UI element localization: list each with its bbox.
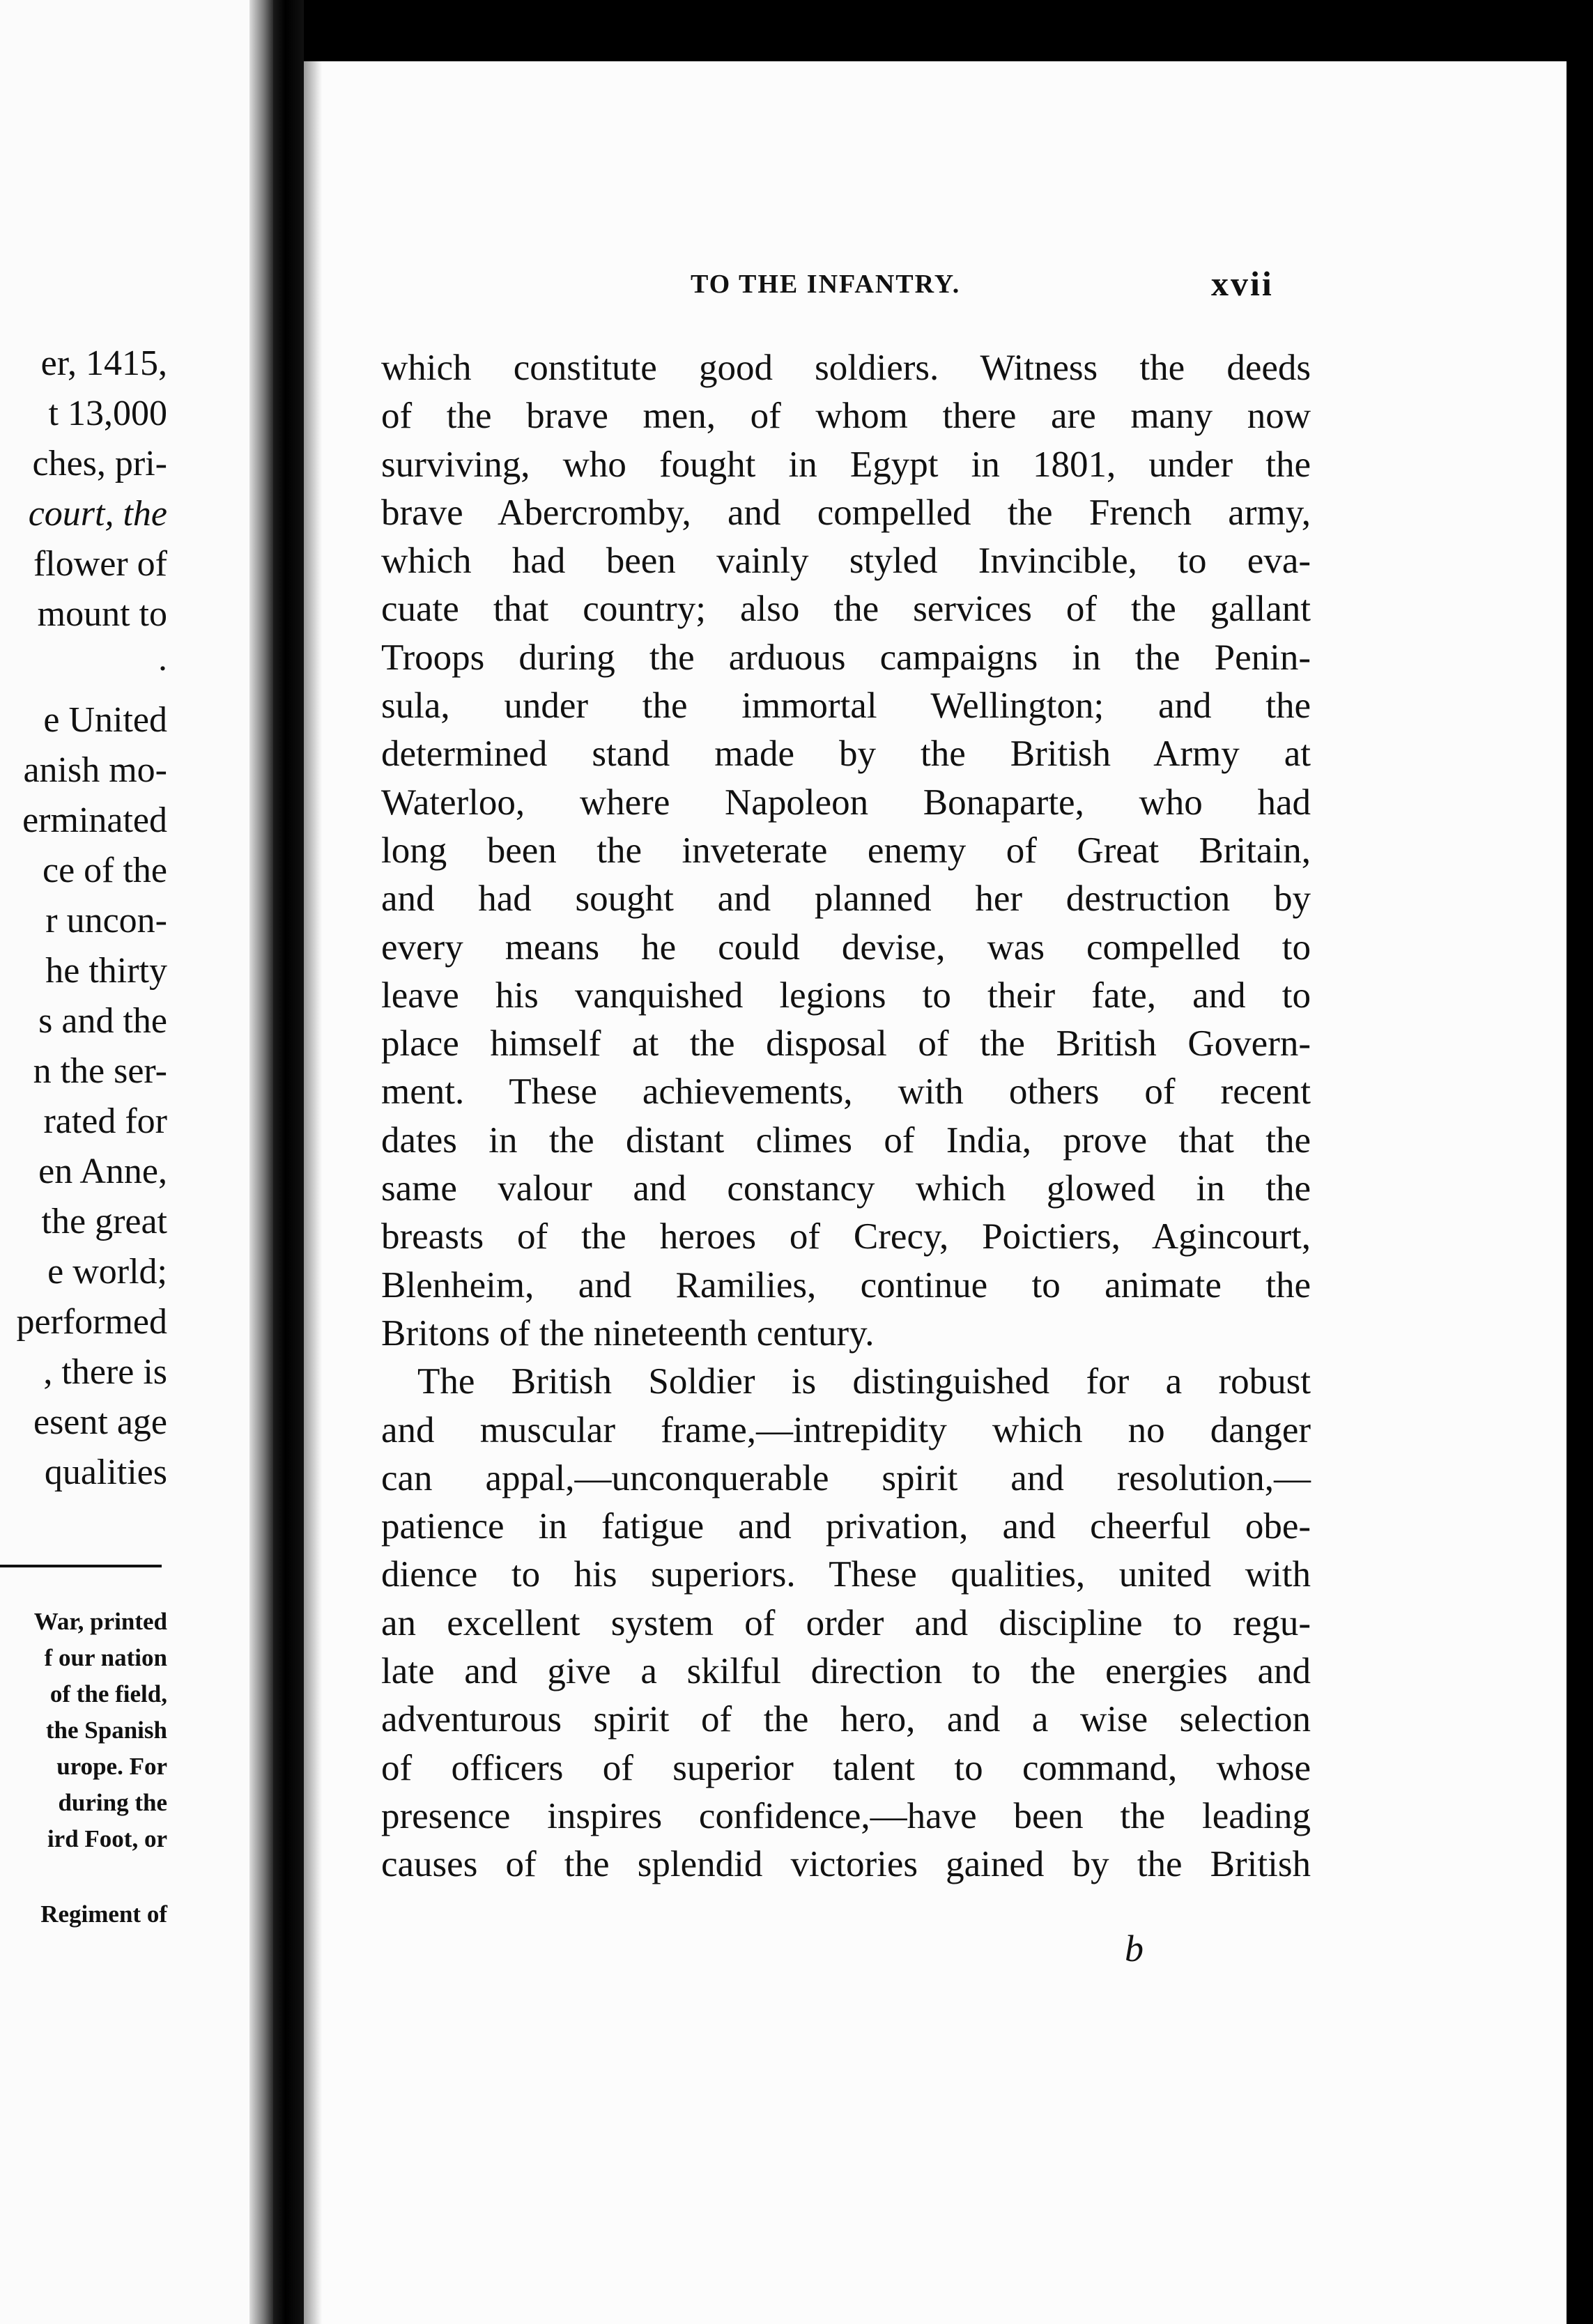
left-page-line: e United — [43, 700, 167, 740]
text-line: an excellent system of order and discipline to regu- — [381, 1602, 1311, 1643]
text-line: determined stand made by the British Army at — [381, 734, 1311, 775]
text-line: breasts of the heroes of Crecy, Poictiers, Agincourt, — [381, 1216, 1311, 1257]
signature-mark: b — [1125, 1928, 1144, 1969]
text-line: of the brave men, of whom there are many now — [381, 396, 1311, 437]
text-line: same valour and constancy which glowed in the — [381, 1168, 1311, 1209]
spine-shadow — [249, 0, 273, 2324]
left-page-line: rated for — [43, 1101, 167, 1141]
left-footnote-line: during the — [58, 1789, 167, 1816]
text-line: long been the inveterate enemy of Great Britain, — [381, 830, 1311, 871]
left-page-line: erminated — [22, 800, 167, 840]
right-page — [304, 61, 1567, 2324]
left-page-line: , there is — [43, 1352, 167, 1392]
text-line: causes of the splendid victories gained by the British — [381, 1844, 1311, 1885]
text-line: Britons of the nineteenth century. — [381, 1312, 875, 1354]
text-line: patience in fatigue and privation, and cheerful obe- — [381, 1506, 1311, 1547]
left-page-line: t 13,000 — [48, 394, 167, 433]
running-header-title: TO THE INFANTRY. — [691, 270, 961, 299]
book-gutter — [273, 0, 304, 2324]
left-page-line: anish mo- — [23, 750, 167, 790]
left-footnote-line: of the field, — [49, 1680, 167, 1707]
left-page-line: en Anne, — [38, 1152, 167, 1191]
inner-margin-shadow — [304, 61, 322, 2324]
left-page-line: s and the — [38, 1001, 167, 1041]
text-line: sula, under the immortal Wellington; and the — [381, 685, 1311, 727]
left-page-line: flower of — [33, 544, 167, 584]
left-page-line: n the ser- — [33, 1051, 167, 1091]
text-line: dience to his superiors. These qualities, united with — [381, 1554, 1311, 1595]
text-line: Blenheim, and Ramilies, continue to animate the — [381, 1264, 1311, 1306]
text-line: surviving, who fought in Egypt in 1801, under the — [381, 444, 1311, 485]
left-page-line: ches, pri- — [32, 444, 167, 483]
left-page-line: e world; — [47, 1252, 167, 1292]
text-line: every means he could devise, was compelled to — [381, 927, 1311, 968]
text-line: late and give a skilful direction to the energies and — [381, 1651, 1311, 1692]
text-line: of officers of superior talent to command, whose — [381, 1747, 1311, 1788]
text-line: adventurous spirit of the hero, and a wise selection — [381, 1699, 1311, 1740]
text-line: can appal,—unconquerable spirit and resolution,— — [381, 1457, 1311, 1498]
text-line: which constitute good soldiers. Witness the deeds — [381, 348, 1311, 388]
text-line: dates in the distant climes of India, prove that the — [381, 1120, 1311, 1161]
left-footnote-line: the Spanish — [45, 1717, 167, 1744]
left-page-line: r uncon- — [45, 901, 167, 940]
text-line: place himself at the disposal of the British Govern- — [381, 1023, 1311, 1064]
text-line: presence inspires confidence,—have been the leading — [381, 1795, 1311, 1836]
page-number: xvii — [1211, 264, 1274, 303]
left-footnote-line: ird Foot, or — [47, 1825, 167, 1852]
text-line: leave his vanquished legions to their fate, and to — [381, 975, 1311, 1016]
left-page-fragment — [0, 0, 273, 2324]
left-page-line: . — [158, 639, 167, 679]
left-page-line: qualities — [44, 1452, 167, 1492]
left-footnote-line: War, printed — [33, 1608, 167, 1635]
text-line: The British Soldier is distinguished for a robust — [417, 1361, 1311, 1402]
text-line: cuate that country; also the services of the gallant — [381, 589, 1311, 630]
text-line: Waterloo, where Napoleon Bonaparte, who had — [381, 782, 1311, 823]
left-footnote-line: urope. For — [56, 1753, 167, 1780]
text-line: which had been vainly styled Invincible, to eva- — [381, 541, 1311, 582]
text-line: Troops during the arduous campaigns in the Penin- — [381, 637, 1311, 678]
text-line: and had sought and planned her destruction by — [381, 878, 1311, 920]
left-page-line: esent age — [33, 1402, 167, 1442]
footnote-rule — [0, 1565, 162, 1567]
left-page-line: court, the — [28, 494, 167, 534]
text-line: ment. These achievements, with others of recent — [381, 1071, 1311, 1113]
text-line: brave Abercromby, and compelled the French army, — [381, 492, 1311, 533]
left-page-line: the great — [41, 1202, 167, 1241]
left-page-line: mount to — [37, 594, 167, 634]
left-page-line: ce of the — [42, 851, 167, 890]
left-page-line: performed — [16, 1302, 167, 1342]
left-footnote-line: Regiment of — [40, 1900, 167, 1928]
left-page-line: er, 1415, — [40, 343, 167, 383]
left-footnote-line: f our nation — [44, 1644, 167, 1671]
body-text — [381, 344, 1311, 1889]
left-page-line: he thirty — [45, 951, 167, 991]
text-line: and muscular frame,—intrepidity which no danger — [381, 1409, 1311, 1450]
